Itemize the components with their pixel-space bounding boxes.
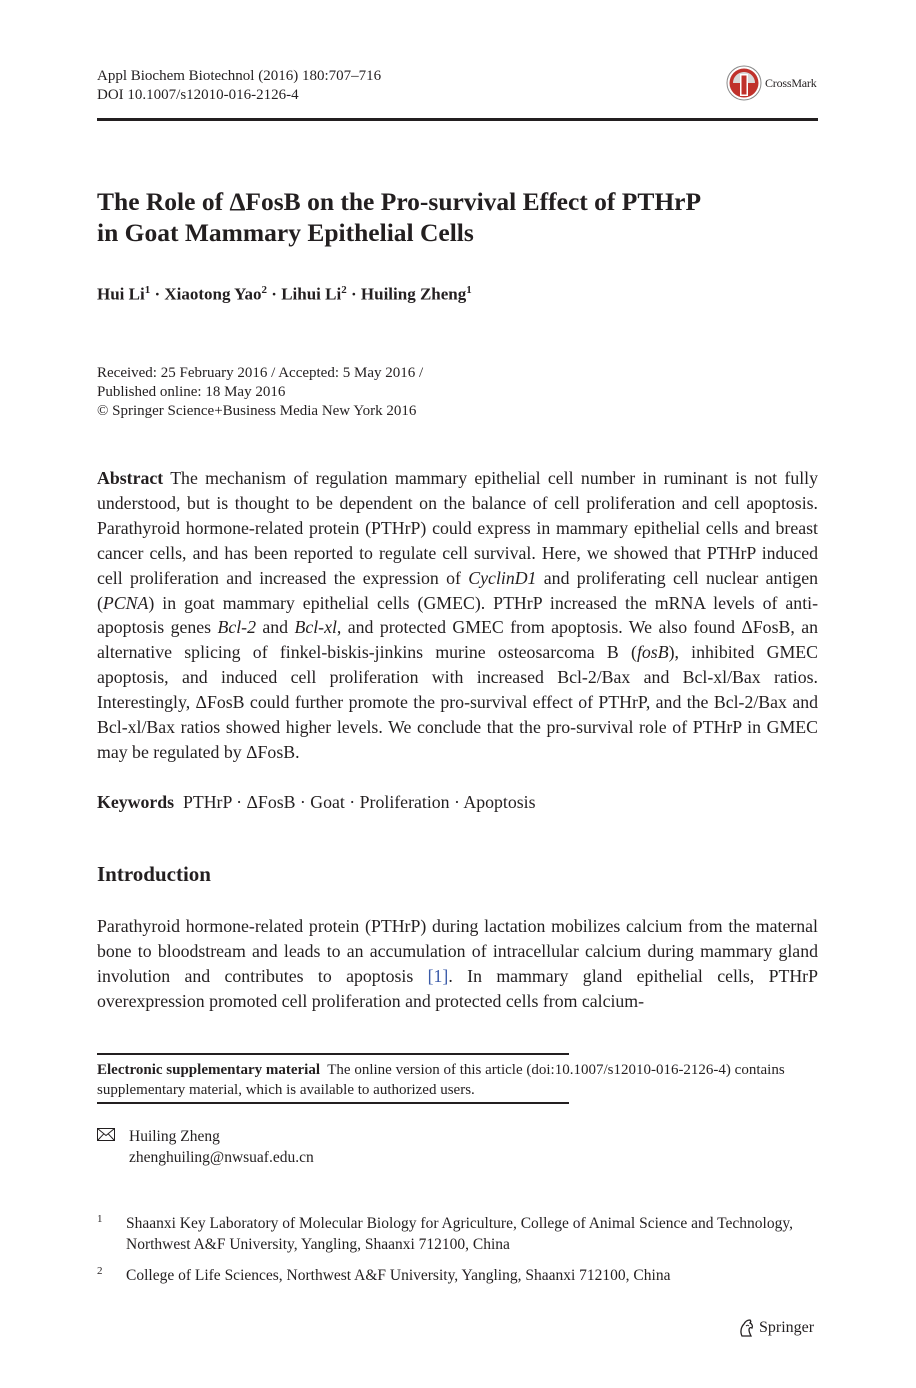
introduction-paragraph <box>97 914 818 1014</box>
corresponding-name: Huiling Zheng <box>129 1128 220 1145</box>
paragraph-text: . In mammary gland epithelial cells, PTHrP overexpression promoted cell proliferation and protected cells from calcium- <box>97 965 818 1011</box>
crossmark-badge[interactable] <box>726 64 817 102</box>
abstract-text: , and protected GMEC from apoptosis. We also found ΔFosB, an alternative splicing of finkel-biskis-jinkins murine osteosarcoma B ( <box>97 617 818 663</box>
author-affiliation: 1 <box>144 284 151 296</box>
gene-name: PCNA <box>102 592 149 613</box>
citation-link[interactable]: [1] <box>427 965 449 986</box>
author-name[interactable]: Hui Li <box>97 284 145 304</box>
gene-name: fosB <box>636 642 669 663</box>
keywords <box>97 792 536 813</box>
footnote-rule-bottom <box>97 1102 569 1104</box>
footnote-rule-top <box>97 1053 569 1055</box>
author-list <box>97 284 472 305</box>
publication-dates <box>97 364 423 421</box>
corresponding-author <box>97 1126 314 1168</box>
received-accepted: Received: 25 February 2016 / Accepted: 5 May 2016 / <box>97 365 424 381</box>
author-separator: · <box>150 284 165 304</box>
affiliation-number: 1 <box>97 1213 103 1225</box>
author-separator: · <box>346 284 361 304</box>
abstract-text: ) in goat mammary epithelial cells (GMEC). PTHrP increased the mRNA levels of anti-apoptosis genes <box>97 592 818 638</box>
affiliation-text: College of Life Sciences, Northwest A&F University, Yangling, Shaanxi 712100, China <box>126 1267 671 1284</box>
supplementary-note <box>97 1060 818 1100</box>
gene-name: CyclinD1 <box>468 567 537 588</box>
paragraph-text: Parathyroid hormone-related protein (PTHrP) during lactation mobilizes calcium from the maternal bone to bloodstream and leads to an accumulation of intracellular calcium during mammary gland involution and contributes to apoptosis <box>97 916 818 986</box>
affiliation-number: 2 <box>97 1265 103 1277</box>
abstract-text: The mechanism of regulation mammary epithelial cell number in ruminant is not fully understood, but is thought to be dependent on the balance of cell proliferation and cell apoptosis. Parathyroid hormone-related protein (PTHrP) could express in mammary epithelial cells and breast cancer cells, and has been reported to regulate cell survival. Here, we showed that PTHrP induced cell proliferation and increased the expression of <box>97 468 819 588</box>
springer-logo <box>738 1318 814 1338</box>
copyright: © Springer Science+Business Media New York 2016 <box>97 403 417 419</box>
crossmark-label: CrossMark <box>765 75 817 90</box>
doi: DOI 10.1007/s12010-016-2126-4 <box>97 87 299 103</box>
journal-citation: Appl Biochem Biotechnol (2016) 180:707–716 <box>97 68 382 84</box>
esm-label: Electronic supplementary material <box>97 1062 321 1078</box>
crossmark-icon <box>726 65 762 101</box>
section-heading-introduction: Introduction <box>97 862 211 886</box>
corresponding-email[interactable]: zhenghuiling@nwsuaf.edu.cn <box>129 1149 314 1166</box>
gene-name: Bcl-2 <box>217 617 256 638</box>
abstract <box>97 466 818 765</box>
abstract-text: and proliferating cell nuclear antigen ( <box>97 567 819 613</box>
abstract-label: Abstract <box>97 468 164 488</box>
article-title <box>97 186 818 248</box>
title-line-2: in Goat Mammary Epithelial Cells <box>97 218 474 247</box>
title-line-1: The Role of ΔFosB on the Pro-survival Effect of PTHrP <box>97 187 702 216</box>
header-rule <box>97 118 818 121</box>
keywords-label: Keywords <box>97 792 175 812</box>
esm-text: The online version of this article (doi:10.1007/s12010-016-2126-4) contains supplementary material, which is available to authorized users. <box>97 1062 785 1098</box>
affiliation-2 <box>97 1265 818 1286</box>
abstract-text: and <box>255 617 295 638</box>
affiliation-text: Shaanxi Key Laboratory of Molecular Biology for Agriculture, College of Animal Science and Technology, Northwest A&F University, Yangling, Shaanxi 712100, China <box>126 1215 793 1253</box>
gene-name: Bcl-xl <box>294 617 337 638</box>
author-name[interactable]: Huiling Zheng <box>360 284 467 304</box>
author-affiliation: 1 <box>466 284 472 296</box>
affiliation-1 <box>97 1213 818 1255</box>
envelope-icon <box>97 1128 115 1141</box>
author-name[interactable]: Lihui Li <box>281 284 342 304</box>
publisher-name: Springer <box>759 1319 815 1336</box>
springer-horse-icon <box>738 1318 756 1338</box>
author-separator: · <box>267 284 282 304</box>
journal-info <box>97 67 381 105</box>
published-online: Published online: 18 May 2016 <box>97 384 286 400</box>
keywords-list: PTHrP · ΔFosB · Goat · Proliferation · Apoptosis <box>182 792 536 812</box>
abstract-text: ), inhibited GMEC apoptosis, and induced cell proliferation with increased Bcl-2/Bax and Bcl-xl/Bax ratios. Interestingly, ΔFosB could further promote the pro-survival effect of PTHrP, and the Bcl-2/Bax and Bcl-xl/Bax ratios showed higher levels. We conclude that the pro-survival role of PTHrP in GMEC may be regulated by ΔFosB. <box>97 642 818 762</box>
author-affiliation: 2 <box>341 284 347 296</box>
author-name[interactable]: Xiaotong Yao <box>164 284 262 304</box>
author-affiliation: 2 <box>261 284 268 296</box>
